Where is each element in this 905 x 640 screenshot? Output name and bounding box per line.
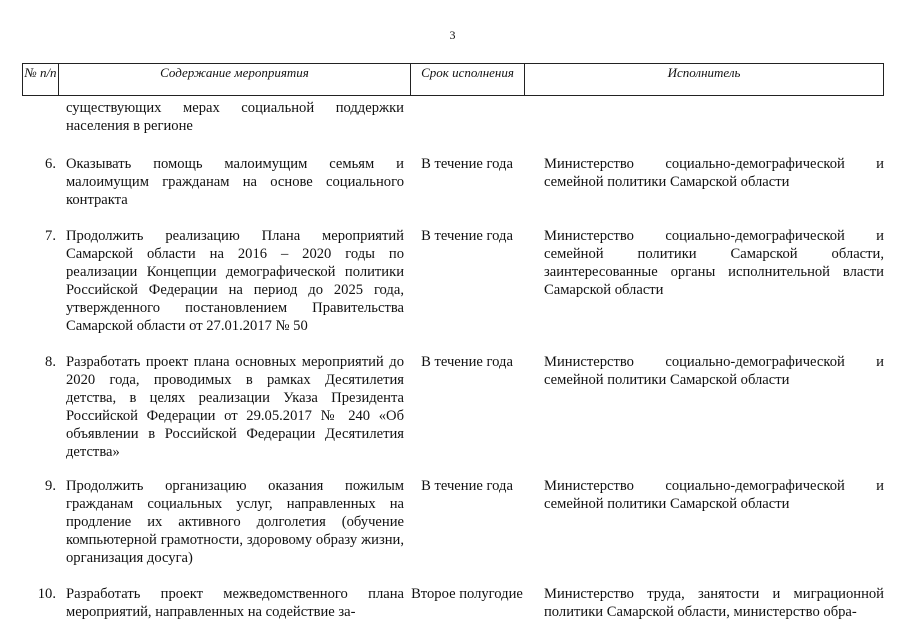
table-body [22,99,884,621]
row-content: Продолжить организацию оказания пожилым гражданам социальных услуг, направленных на продление их активного долголетия (обучение компьютерной грамотности, здоровому образу жизни, организация досуга) [66,478,404,566]
row-content: Разработать проект плана основных мероприятий до 2020 года, проводимых в рамках Десятилетия детства, в целях реализации Указа Президента Российской Федерации от 29.05.2017 № 240 «Об объявлении в Российской Федерации Десятилетия детства» [66,354,404,460]
row-term: В течение года [421,228,513,244]
row-term [410,99,524,135]
row-num: 6. [45,156,56,172]
row-num: 8. [45,354,56,370]
row-content: Разработать проект межведомственного плана мероприятий, направленных на содействие за- [66,586,404,620]
row-num: 7. [45,228,56,244]
row-executor: Министерство социально-демографической и семейной политики Самарской области [544,156,884,190]
header-content: Содержание мероприятия [59,64,411,95]
row-term: В течение года [421,478,513,494]
row-content: существующих мерах социальной поддержки населения в регионе [66,100,404,134]
row-executor: Министерство социально-демографической и семейной политики Самарской области [544,354,884,388]
header-term: Срок исполнения [411,64,525,95]
table-row [22,99,884,135]
table-header [22,63,884,96]
row-num [22,99,58,135]
row-content: Оказывать помощь малоимущим семьям и малоимущим гражданам на основе социального контракта [66,156,404,208]
row-term: В течение года [421,156,513,172]
row-content: Продолжить реализацию Плана мероприятий Самарской области на 2016 – 2020 годы по реализации Концепции демографической политики Российской Федерации на период до 2025 года, утвержденного постановлением Правительства Самарской области от 27.01.2017 № 50 [66,228,404,334]
row-num: 10. [37,586,56,602]
header-num: № п/п [23,64,59,95]
row-executor [524,99,884,135]
table-row [22,155,884,209]
page-number: 3 [449,28,456,42]
table-row [22,477,884,567]
row-term: В течение года [421,354,513,370]
row-term: Второе полугодие [411,586,523,602]
table-row [22,585,884,621]
table-row [22,227,884,335]
header-executor: Исполнитель [667,65,741,80]
row-executor: Министерство социально-демографической и семейной политики Самарской области [544,478,884,512]
table-row [22,353,884,461]
row-num: 9. [45,478,56,494]
row-executor: Министерство труда, занятости и миграционной политики Самарской области, министерство обра- [544,586,884,620]
row-executor: Министерство социально-демографической и семейной политики Самарской области, заинтересованные органы исполнительной власти Самарской области [544,228,884,298]
